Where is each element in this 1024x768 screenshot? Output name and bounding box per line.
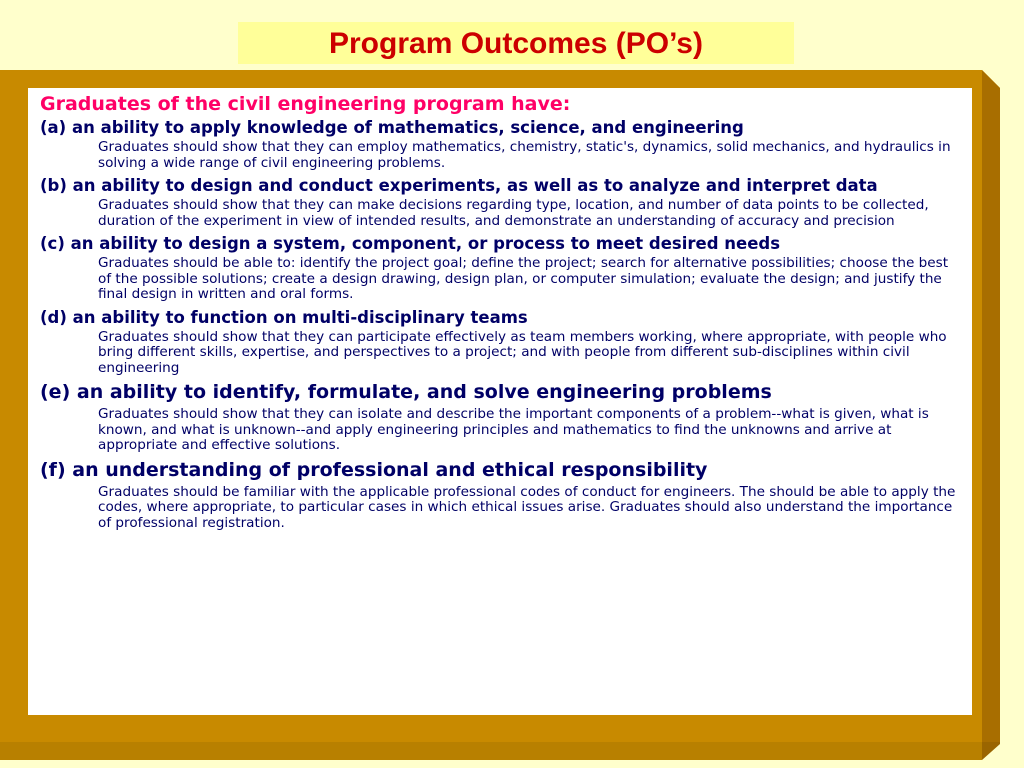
outcome-b — [40, 176, 964, 229]
outcome-heading: (f) an understanding of professional and ethical responsibility — [40, 458, 708, 481]
slide-title: Program Outcomes (PO’s) — [329, 27, 703, 60]
outcome-heading: (d) an ability to function on multi-disciplinary teams — [40, 307, 528, 327]
intro-heading: Graduates of the civil engineering program have: — [40, 93, 571, 115]
outcome-detail: Graduates should show that they can employ mathematics, chemistry, static's, dynamics, solid mechanics, and hydraulics in solving a wide range of civil engineering problems. — [98, 139, 951, 171]
outcome-c — [40, 234, 964, 303]
outcome-detail: Graduates should show that they can participate effectively as team members working, where appropriate, with people who bring different skills, expertise, and perspectives to a project; and with people from different sub-disciplines within civil engineering — [98, 328, 947, 376]
outcome-d — [40, 308, 964, 377]
outcome-f — [40, 459, 964, 532]
outcome-heading: (e) an ability to identify, formulate, and solve engineering problems — [40, 381, 772, 403]
outcomes-content — [40, 92, 964, 536]
outcome-detail: Graduates should be able to: identify the project goal; define the project; search for alternative possibilities; choose the best of the possible solutions; create a design drawing, design plan, or computer simulation; evaluate the design; and justify the final design in written and oral forms. — [98, 255, 949, 302]
outcome-detail: Graduates should show that they can make decisions regarding type, location, and number of data points to be collected, duration of the experiment in view of intended results, and demonstrate an understanding of accuracy and precision — [98, 197, 929, 229]
outcome-heading: (b) an ability to design and conduct experiments, as well as to analyze and interpret data — [40, 176, 878, 195]
frame-right-bevel — [982, 70, 1000, 742]
outcome-detail: Graduates should be familiar with the applicable professional codes of conduct for engineers. The should be able to apply the codes, where appropriate, to particular cases in which ethical issues arise. Graduates should also understand the importance of professional registration. — [98, 483, 956, 531]
outcome-e — [40, 381, 964, 454]
outcome-a — [40, 118, 964, 171]
outcome-heading: (c) an ability to design a system, component, or process to meet desired needs — [40, 234, 781, 253]
outcome-detail: Graduates should show that they can isolate and describe the important components of a problem--what is given, what is known, and what is unknown--and apply engineering principles and mathematics to find the unknowns and arrive at appropriate and effective solutions. — [98, 406, 929, 453]
outcome-heading: (a) an ability to apply knowledge of mathematics, science, and engineering — [40, 118, 744, 137]
